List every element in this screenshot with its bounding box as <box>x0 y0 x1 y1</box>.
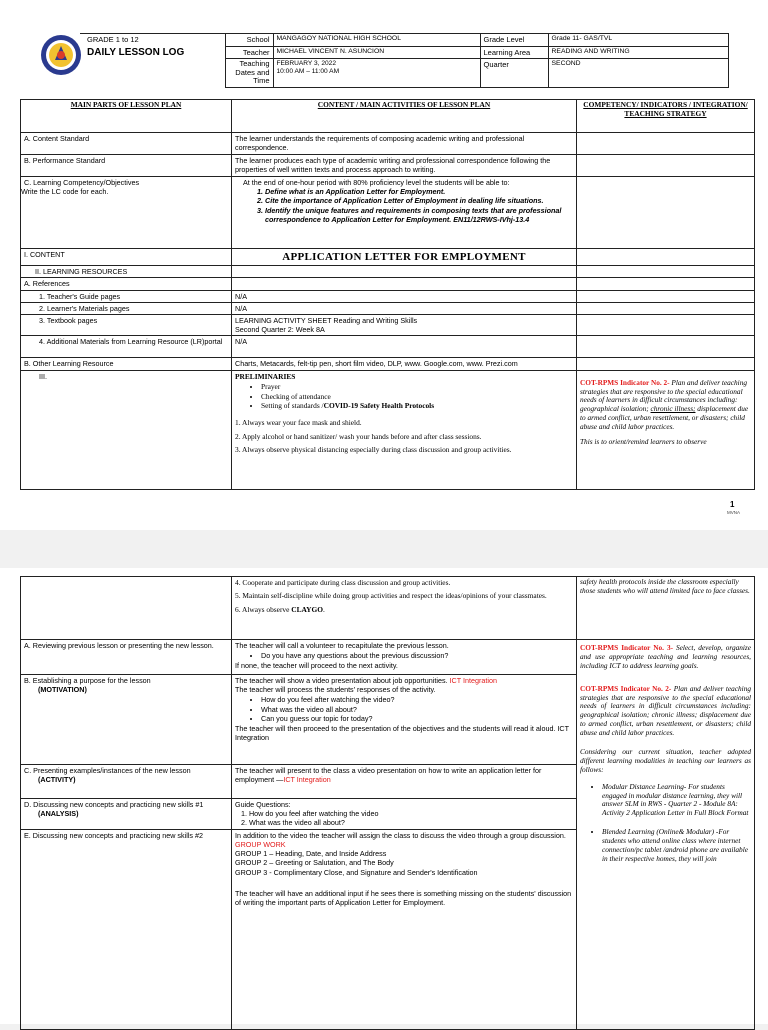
step-b-text3: The teacher will then proceed to the presentation of the objectives and the students will read it aloud. ICT Integration <box>235 724 569 743</box>
modality-item: • Blended Learning (Online& Modular) -For students who attend online class where internet connection/pc tablet /android phone are available in their respective homes, they will join <box>602 828 751 864</box>
step-d-question: 1. How do you feel after watching the video <box>241 809 379 819</box>
prelim-item: • Prayer <box>261 382 573 391</box>
school-seal-logo <box>40 34 82 76</box>
content-label: I. CONTENT <box>21 249 232 266</box>
step-a-text: The teacher will call a volunteer to recapitulate the previous lesson. <box>235 641 449 650</box>
other-resource-label: B. Other Learning Resource <box>21 358 232 370</box>
safety-rule: 4. Cooperate and participate during class discussion and group activities. <box>235 578 451 587</box>
teacher-label: Teacher <box>225 46 273 59</box>
grade-level-label: Grade Level <box>480 34 548 47</box>
preliminaries-title: PRELIMINARIES <box>235 371 296 381</box>
indicator-2-label: COT-RPMS Indicator No. 2- <box>580 377 670 387</box>
indicator-2-block: COT-RPMS Indicator No. 2- Plan and deliver teaching strategies that are responsive to the special educational needs of learners in difficult circumstances including: geographical isolation; chronic illness; displacement due to armed conflict, urban resettlement, or disasters; child abuse and child labor practices. <box>580 377 749 432</box>
indicator-2-block-p2: COT-RPMS Indicator No. 2- Plan and deliver teaching strategies that are responsive to the special educational needs of learners in difficult circumstances including: geographical isolation; chronic illness; displacement due to armed conflict, urban resettlement, or disasters; child abuse and child labor practices. <box>580 683 751 738</box>
step-c-label: C. Presenting examples/instances of the new lesson <box>24 766 191 775</box>
step-d-text: Guide Questions: <box>235 800 291 809</box>
step-b-question: • How do you feel after watching the video? <box>261 695 573 704</box>
school-label: School <box>225 34 273 47</box>
ref4-label: 4. Additional Materials from Learning Resource (LR)portal <box>21 336 232 358</box>
safety-rule: 2. Apply alcohol or hand sanitizer/ wash your hands before and after class sessions. <box>235 431 482 441</box>
step-b-sub: (MOTIVATION) <box>38 685 87 695</box>
lesson-plan-table-p1 <box>20 99 755 490</box>
ref1-label: 1. Teacher's Guide pages <box>21 290 232 302</box>
lesson-plan-table-p2: 4. Cooperate and participate during class discussion and group activities. 5. Maintain self-discipline while doing group activities and respect the ideas/opinions of your classmates. 6. Always observe CLAYGO. safety health protocols inside the classroom especially those students who will attend limited face to face classes. A. Reviewing previous lesson or presenting the new lesson. The teacher will call a volunteer to recapitulate the previous lesson. • Do you have any questions about the previous discussion? If none, the teacher will proceed to the next activity. COT-RPMS Indicator No. 3- Select, develop, organize and use appropriate teaching and learning resources, including ICT to address learning goals. COT-RPMS Indicator No. 2- Plan and deliver teaching strategies that are responsive to the special educational needs of learners in difficult circumstances including: geographical isolation; chronic illness; displacement due to armed conflict, urban resettlement, or disasters; child abuse and child labor practices. Considering our current situation, teacher adopted different learning modalities in teaching our learners as follows: • Modular Distance Learning- For students engaged in modular distance learning, they will answer SLM in RWS - Quarter 2 - Module 8A: Activity 2 Application Letter in Full Block Format • Blended Learning (Online& Modular) -For students who attend online class where internet connection/pc tablet /android phone are available in their respective homes, they will join B. Establishing a purpose for the lesson (MOTIVATION) The teacher will show a video presentation about job opportunities. ICT Integration The teacher will process the students' responses of the activity. • How do you feel after watching the video? • What was the video all about? • Can you guess our topic for today? The teacher will then proceed to the presentation of the objectives and the students will read it aloud. ICT Integration C. Presenting examples/instances of the new lesson (ACTIVITY) The teacher will present to the class a video presentation on how to write an application letter for employment —ICT Integration D. Discussing new concepts and practicing new skills #1 (ANALYSIS) Guide Questions: 1. How do you feel after watching the video 2. What was the video all about? E. Discussing new concepts and practicing new skills #2 In addition to the video the teacher will assign the class to discuss the video through a group discussion. GROUP WORK GROUP 1 – Heading, Date, and Inside Address GROUP 2 – Greeting or Salutation, and The Body GROUP 3 - Complimentary Close, and Signature and Sender's Identification The teacher will have an additional input if he sees there is something missing on the students' discussion of writing the important parts of Application Letter for Employment. <box>20 576 755 1030</box>
indicator-orient: This is to orient/remind learners to observe <box>580 436 707 446</box>
grade-level-value: Grade 11- GAS/TVL <box>548 34 728 47</box>
learning-area-value: READING AND WRITING <box>548 46 728 59</box>
competency-label: C. Learning Competency/Objectives <box>24 178 140 187</box>
page-number: 1 <box>730 500 735 509</box>
ref1-value: N/A <box>232 290 577 302</box>
step-d-question: 2. What was the video all about? <box>241 818 345 828</box>
step-a-question: • Do you have any questions about the previous discussion? <box>261 651 573 660</box>
group-item: GROUP 3 - Complimentary Close, and Signature and Sender's Identification <box>235 867 478 877</box>
step-b-question: • Can you guess our topic for today? <box>261 714 573 723</box>
ref2-value: N/A <box>232 302 577 314</box>
ref3-label: 3. Textbook pages <box>21 314 232 335</box>
ref2-label: 2. Learner's Materials pages <box>21 302 232 314</box>
prelim-item: • Checking of attendance <box>261 392 573 401</box>
learning-area-label: Learning Area <box>480 46 548 59</box>
indicator-continued: safety health protocols inside the classroom especially those students who will attend limited face to face classes. <box>577 577 755 640</box>
page-initials: MVNA <box>727 510 741 515</box>
quarter-label: Quarter <box>480 59 548 88</box>
group-item: GROUP 1 – Heading, Date, and Inside Address <box>235 849 387 859</box>
quarter-value: SECOND <box>548 59 728 88</box>
log-title: DAILY LESSON LOG <box>87 46 185 58</box>
step-b-question: • What was the video all about? <box>261 705 573 714</box>
step-b-text2: The teacher will process the students' responses of the activity. <box>235 685 436 695</box>
ref3-value-1: LEARNING ACTIVITY SHEET Reading and Writing Skills <box>235 315 418 325</box>
competency-intro: At the end of one-hour period with 80% proficiency level the students will be able to: <box>243 178 510 187</box>
content-standard-label: A. Content Standard <box>21 133 232 155</box>
teacher-value: MICHAEL VINCENT N. ASUNCION <box>273 46 480 59</box>
content-topic: APPLICATION LETTER FOR EMPLOYMENT <box>232 249 577 266</box>
grade-span: GRADE 1 to 12 <box>87 35 139 44</box>
col-header-content: CONTENT / MAIN ACTIVITIES OF LESSON PLAN <box>232 100 577 133</box>
col-header-competency: COMPETENCY/ INDICATORS / INTEGRATION/ TEACHING STRATEGY <box>577 100 755 133</box>
dates-label: Teaching Dates and Time <box>225 59 273 88</box>
objective-item: 1. Define what is an Application Letter for Employment. <box>265 187 573 196</box>
time-value: 10:00 AM – 11:00 AM <box>276 67 340 75</box>
ref4-value: N/A <box>232 336 577 358</box>
step-b-text: The teacher will show a video presentation about job opportunities. <box>235 676 448 685</box>
objective-item: 3. Identify the unique features and requirements in composing texts that are professional correspondence to Application Letter for Employment. EN11/12RWS-IVhj-13.4 <box>265 206 573 224</box>
performance-standard-text: The learner produces each type of academic writing and professional correspondence following the properties of well written texts and process approach to writing. <box>232 155 577 177</box>
modalities-intro: Considering our current situation, teacher adopted different learning modalities in teaching our learners as follows: <box>580 747 751 774</box>
group-item: GROUP 2 – Greeting or Salutation, and The Body <box>235 858 394 868</box>
step-d-label: D. Discussing new concepts and practicing new skills #1 <box>24 800 204 809</box>
ref3-value-2: Second Quarter 2: Week 8A <box>235 325 325 335</box>
learning-resources-label: II. LEARNING RESOURCES <box>21 266 232 278</box>
indicator-3-label: COT-RPMS Indicator No. 3- <box>580 643 674 652</box>
other-resource-value: Charts, Metacards, felt-tip pen, short film video, DLP, www. Google.com, www. Prezi.com <box>232 358 577 370</box>
step-a-text2: If none, the teacher will proceed to the next activity. <box>235 661 398 671</box>
safety-rule: 3. Always observe physical distancing especially during class discussion and group activities. <box>235 445 512 455</box>
safety-rule: 5. Maintain self-discipline while doing group activities and respect the ideas/opinions of your classmates. <box>235 591 547 601</box>
procedures-label: III. <box>21 370 232 489</box>
competency-sub: Write the LC code for each. <box>21 187 109 197</box>
modality-item: • Modular Distance Learning- For students engaged in modular distance learning, they will answer SLM in RWS - Quarter 2 - Module 8A: Activity 2 Application Letter in Full Block Format <box>602 783 751 819</box>
document-page-2 <box>0 568 768 1024</box>
school-value: MANGAGOY NATIONAL HIGH SCHOOL <box>273 34 480 47</box>
safety-rule: 6. Always observe CLAYGO. <box>235 604 325 614</box>
step-c-sub: (ACTIVITY) <box>38 775 76 785</box>
step-a-label: A. Reviewing previous lesson or presenting the new lesson. <box>21 640 232 675</box>
content-standard-text: The learner understands the requirements of composing academic writing and professional correspondence. <box>232 133 577 155</box>
step-d-sub: (ANALYSIS) <box>38 809 79 819</box>
indicator-2-label-p2: COT-RPMS Indicator No. 2- <box>580 683 672 693</box>
references-label: A. References <box>21 278 232 290</box>
step-c-text: The teacher will present to the class a video presentation on how to write an application letter for employment — <box>235 766 542 785</box>
date-value: FEBRUARY 3, 2022 <box>276 60 336 68</box>
step-e-text: In addition to the video the teacher will assign the class to discuss the video through a group discussion. <box>235 830 566 840</box>
prelim-setting: • Setting of standards /COVID-19 Safety Health Protocols <box>261 401 573 410</box>
objective-item: 2. Cite the importance of Application Letter of Employment in dealing life situations. <box>265 196 573 205</box>
col-header-parts: MAIN PARTS OF LESSON PLAN <box>21 100 232 133</box>
step-e-text2: The teacher will have an additional input if he sees there is something missing on the students' discussion of writing the important parts of Application Letter for Employment. <box>235 888 572 907</box>
header-table <box>80 33 729 88</box>
step-e-label: E. Discussing new concepts and practicing new skills #2 <box>21 829 232 1029</box>
performance-standard-label: B. Performance Standard <box>21 155 232 177</box>
indicator-3-block: COT-RPMS Indicator No. 3- Select, develop, organize and use appropriate teaching and learning resources, including ICT to address learning goals. <box>580 643 751 670</box>
safety-rule: 1. Always wear your face mask and shield. <box>235 418 362 428</box>
step-b-label: B. Establishing a purpose for the lesson <box>24 676 151 685</box>
